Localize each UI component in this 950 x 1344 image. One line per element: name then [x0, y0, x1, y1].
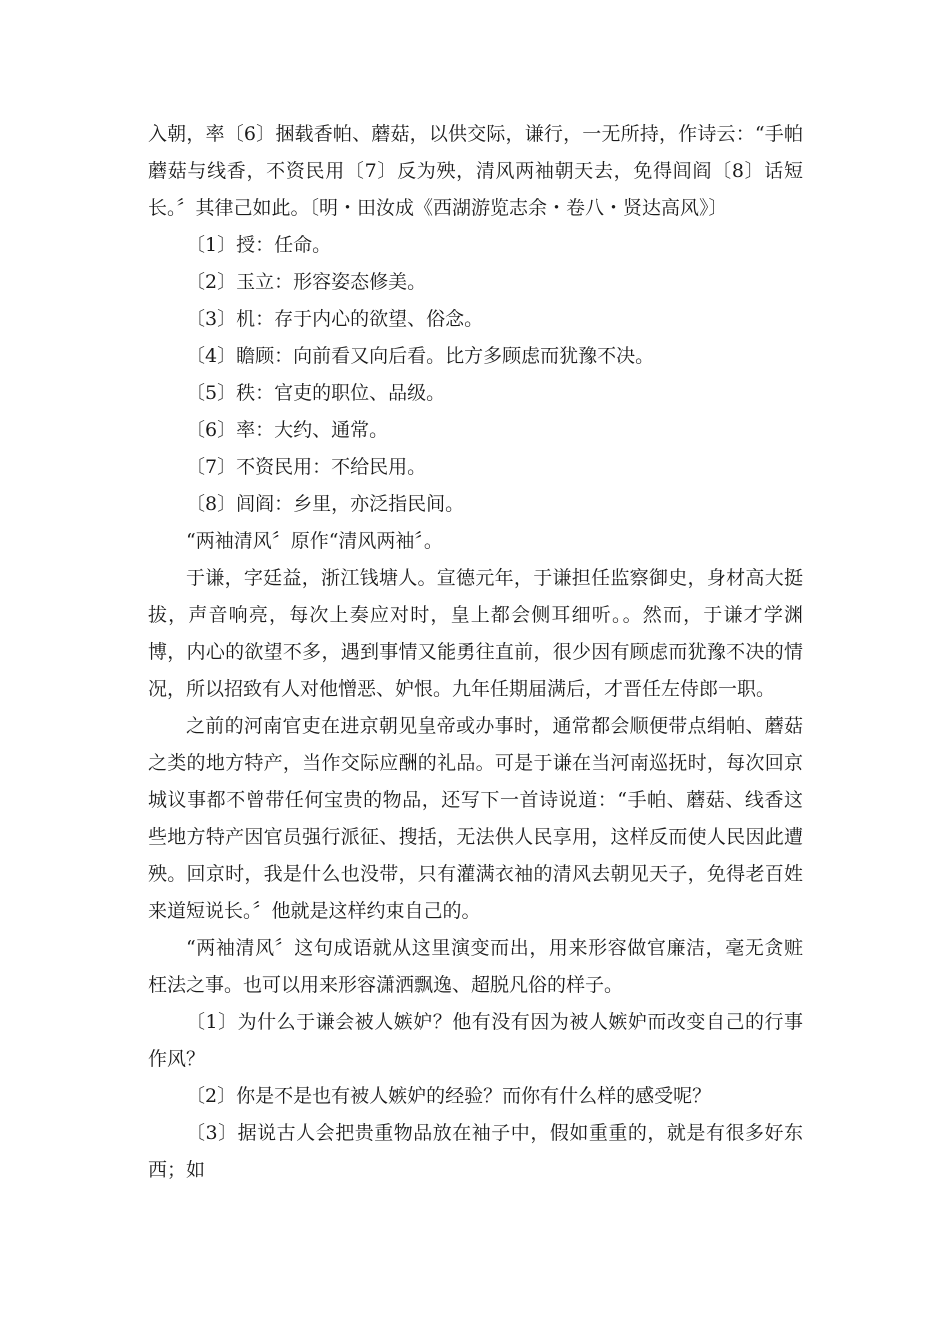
questions-list — [148, 1004, 803, 1189]
translation-paragraph: 于谦，字廷益，浙江钱塘人。宣德元年，于谦担任监察御史，身材高大挺拔，声音响亮，每次上奏应对时，皇上都会侧耳细听。。然而，于谦才学渊博，内心的欲望不多，遇到事情又能勇往直前，很少因有顾虑而犹豫不决的情况，所以招致有人对他憎恶、妒恨。九年任期届满后，才晋任左侍郎一职。 — [148, 567, 803, 700]
question-item: 〔2〕你是不是也有被人嫉妒的经验？而你有什么样的感受呢？ — [186, 1085, 712, 1107]
note-item: 〔8〕闾阎：乡里，亦泛指民间。 — [186, 493, 465, 515]
note-item: 〔7〕不资民用：不给民用。 — [186, 456, 427, 478]
question-item: 〔1〕为什么于谦会被人嫉妒？他有没有因为被人嫉妒而改变自己的行事作风？ — [148, 1011, 803, 1070]
note-item: 〔2〕玉立：形容姿态修美。 — [186, 271, 427, 293]
note-item: 〔5〕秩：官吏的职位、品级。 — [186, 382, 446, 404]
notes-list — [148, 227, 803, 560]
continued-paragraph: 入朝，率〔6〕捆载香帕、蘑菇，以供交际，谦行，一无所持，作诗云：“手帕蘑菇与线香，不资民用〔7〕反为殃，清风两袖朝天去，免得闾阎〔8〕话短长。〞其律己如此。〔明・田汝成《西湖游览志余・卷八・贤达高风》〕 — [148, 123, 803, 219]
note-item: 〔4〕瞻顾：向前看又向后看。比方多顾虑而犹豫不决。 — [186, 345, 655, 367]
note-item: 〔6〕率：大约、通常。 — [186, 419, 389, 441]
question-item: 〔3〕据说古人会把贵重物品放在袖子中，假如重重的，就是有很多好东西；如 — [148, 1122, 803, 1181]
translation-paragraph: “两袖清风〞这句成语就从这里演变而出，用来形容做官廉洁，毫无贪赃枉法之事。也可以用来形容潇洒飘逸、超脱凡俗的样子。 — [148, 937, 803, 996]
document-page — [148, 116, 803, 1189]
translation-paragraph: 之前的河南官吏在进京朝见皇帝或办事时，通常都会顺便带点绢帕、蘑菇之类的地方特产，当作交际应酬的礼品。可是于谦在当河南巡抚时，每次回京城议事都不曾带任何宝贵的物品，还写下一首诗说道：“手帕、蘑菇、线香这些地方特产因官员强行派征、搜括，无法供人民享用，这样反而使人民因此遭殃。回京时，我是什么也没带，只有灌满衣袖的清风去朝见天子，免得老百姓来道短说长。〞他就是这样约束自己的。 — [148, 715, 803, 922]
note-item: “两袖清风〞原作“清风两袖〞。 — [186, 530, 443, 552]
note-item: 〔1〕授：任命。 — [186, 234, 332, 256]
note-item: 〔3〕机：存于内心的欲望、俗念。 — [186, 308, 484, 330]
